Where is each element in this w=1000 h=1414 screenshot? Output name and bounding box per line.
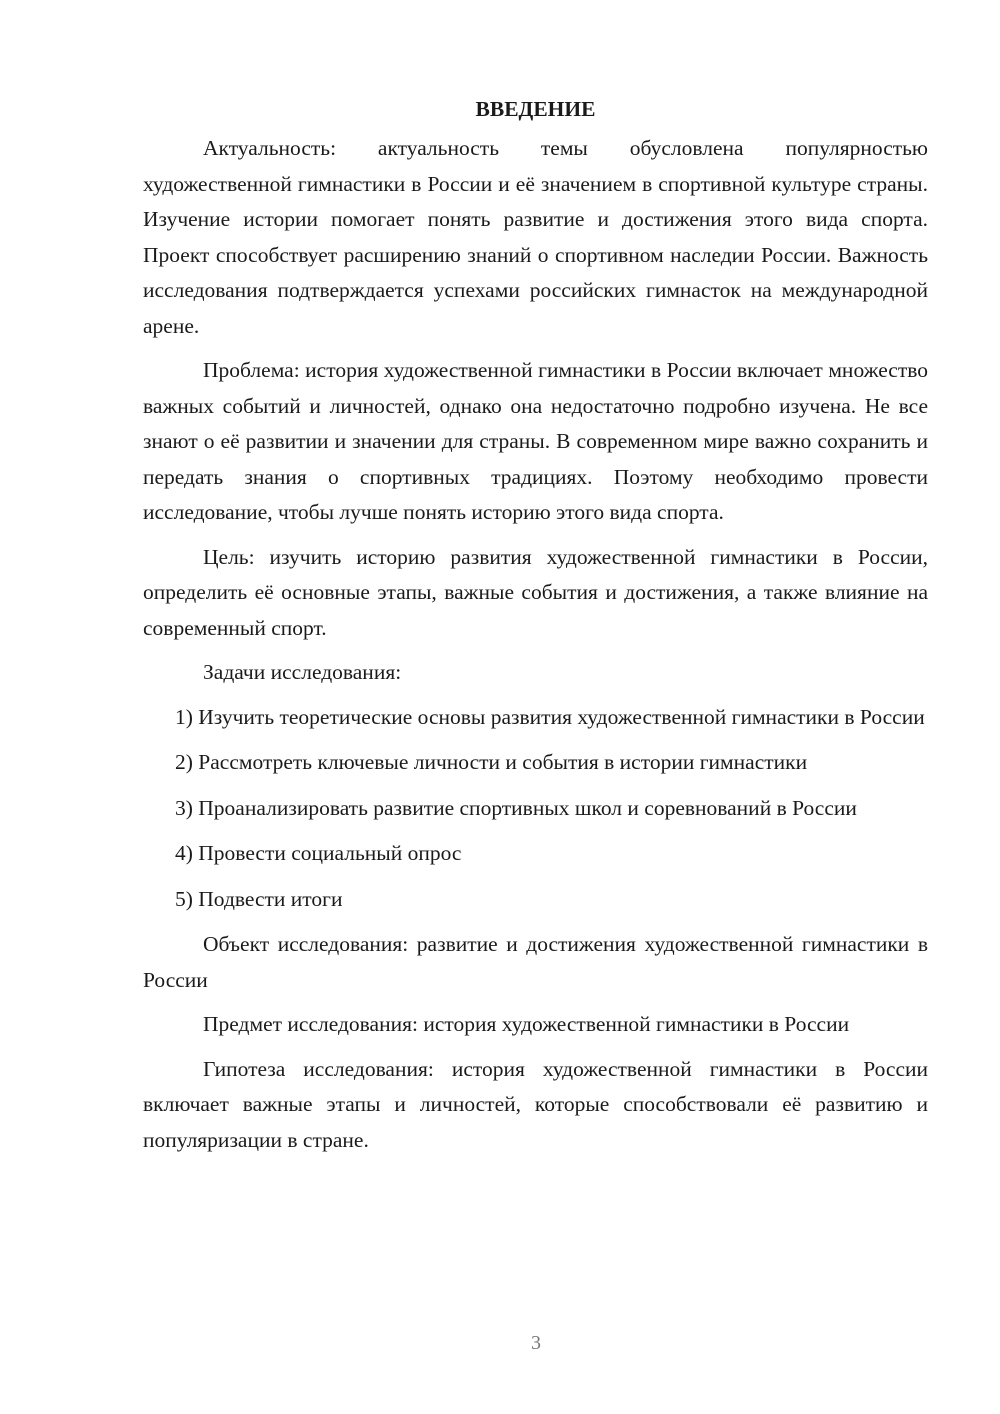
task-item-1: 1) Изучить теоретические основы развития художественной гимнастики в России (175, 704, 925, 729)
paragraph-problem: Проблема: история художественной гимнастики в России включает множество важных событий и личностей, однако она недостаточно подробно изучена. Не все знают о её развитии и значении для страны. В современном мире важно сохранить и передать знания о спортивных традициях. Поэтому необходимо провести исследование, чтобы лучше понять историю этого вида спорта. (143, 358, 928, 524)
paragraph-hypothesis: Гипотеза исследования: история художественной гимнастики в России включает важные этапы и личностей, которые способствовали её развитию и популяризации в стране. (143, 1056, 928, 1152)
paragraph-relevance: Актуальность: актуальность темы обусловлена популярностью художественной гимнастики в России и её значением в спортивной культуре страны. Изучение истории помогает понять развитие и достижения этого вида спорта. Проект способствует расширению знаний о спортивном наследии России. Важность исследования подтверждается успехами российских гимнасток на международной арене. (143, 136, 928, 338)
tasks-heading: Задачи исследования: (203, 660, 402, 684)
section-title: ВВЕДЕНИЕ (475, 97, 596, 121)
task-item-3: 3) Проанализировать развитие спортивных школ и соревнований в России (175, 795, 857, 820)
task-item-4: 4) Провести социальный опрос (175, 841, 462, 865)
page-number: 3 (531, 1332, 541, 1354)
paragraph-object: Объект исследования: развитие и достижения художественной гимнастики в России (143, 932, 928, 992)
task-item-5: 5) Подвести итоги (175, 886, 343, 911)
paragraph-subject: Предмет исследования: история художественной гимнастики в России (203, 1012, 850, 1036)
task-item-2: 2) Рассмотреть ключевые личности и события в истории гимнастики (175, 750, 808, 774)
document-page (143, 92, 928, 1167)
paragraph-goal: Цель: изучить историю развития художественной гимнастики в России, определить её основные этапы, важные события и достижения, а также влияние на современный спорт. (143, 544, 928, 640)
